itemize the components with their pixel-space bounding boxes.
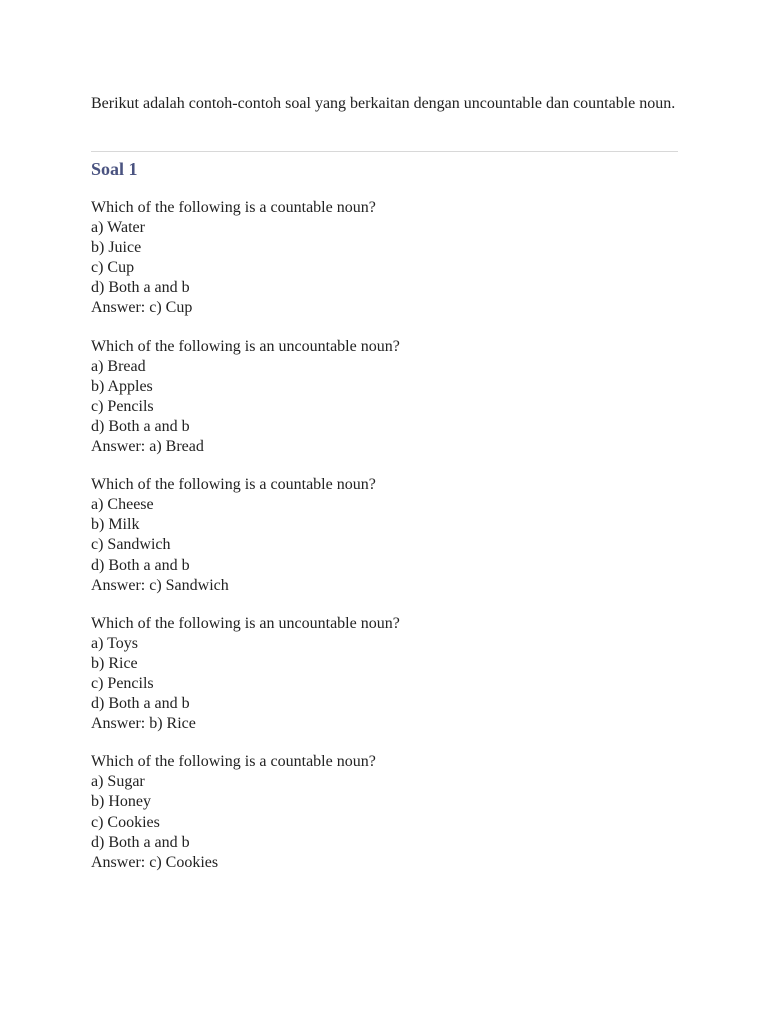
question-prompt: Which of the following is a countable noun? [91, 199, 376, 216]
question-block-3 [91, 475, 681, 596]
correct-answer: Answer: b) Rice [91, 715, 196, 733]
section-divider [91, 151, 678, 152]
answer-option: b) Apples [91, 377, 153, 395]
answer-option: c) Cup [91, 259, 135, 277]
answer-option: a) Sugar [91, 773, 145, 791]
question-prompt: Which of the following is a countable noun? [91, 476, 376, 494]
answer-option: c) Sandwich [91, 536, 171, 554]
question-block-2 [91, 337, 681, 458]
question-prompt: Which of the following is an uncountable noun? [91, 337, 400, 355]
correct-answer: Answer: c) Cup [91, 299, 193, 317]
answer-option: d) Both a and b [91, 695, 190, 713]
correct-answer: Answer: c) Cookies [91, 853, 219, 871]
question-block-4 [91, 614, 681, 735]
question-block-1 [91, 198, 681, 319]
answer-option: d) Both a and b [91, 556, 190, 574]
correct-answer: Answer: c) Sandwich [91, 576, 229, 594]
answer-option: b) Milk [91, 516, 140, 534]
question-prompt: Which of the following is a countable noun? [91, 753, 376, 771]
answer-option: d) Both a and b [91, 417, 190, 435]
answer-option: b) Juice [91, 239, 142, 257]
answer-option: c) Pencils [91, 674, 154, 692]
answer-option: a) Toys [91, 634, 139, 652]
answer-option: c) Pencils [91, 397, 154, 415]
section-heading: Soal 1 [91, 159, 138, 179]
answer-option: c) Cookies [91, 813, 160, 831]
answer-option: a) Water [91, 219, 145, 237]
question-prompt: Which of the following is an uncountable noun? [91, 614, 400, 632]
question-list [91, 198, 681, 891]
answer-option: b) Rice [91, 654, 138, 672]
intro-paragraph: Berikut adalah contoh-contoh soal yang berkaitan dengan uncountable dan countable noun. [91, 95, 676, 112]
answer-option: d) Both a and b [91, 279, 190, 297]
answer-option: d) Both a and b [91, 833, 190, 851]
correct-answer: Answer: a) Bread [91, 438, 204, 456]
answer-option: b) Honey [91, 793, 151, 811]
answer-option: a) Bread [91, 357, 146, 375]
question-block-5 [91, 752, 681, 873]
answer-option: a) Cheese [91, 496, 154, 514]
